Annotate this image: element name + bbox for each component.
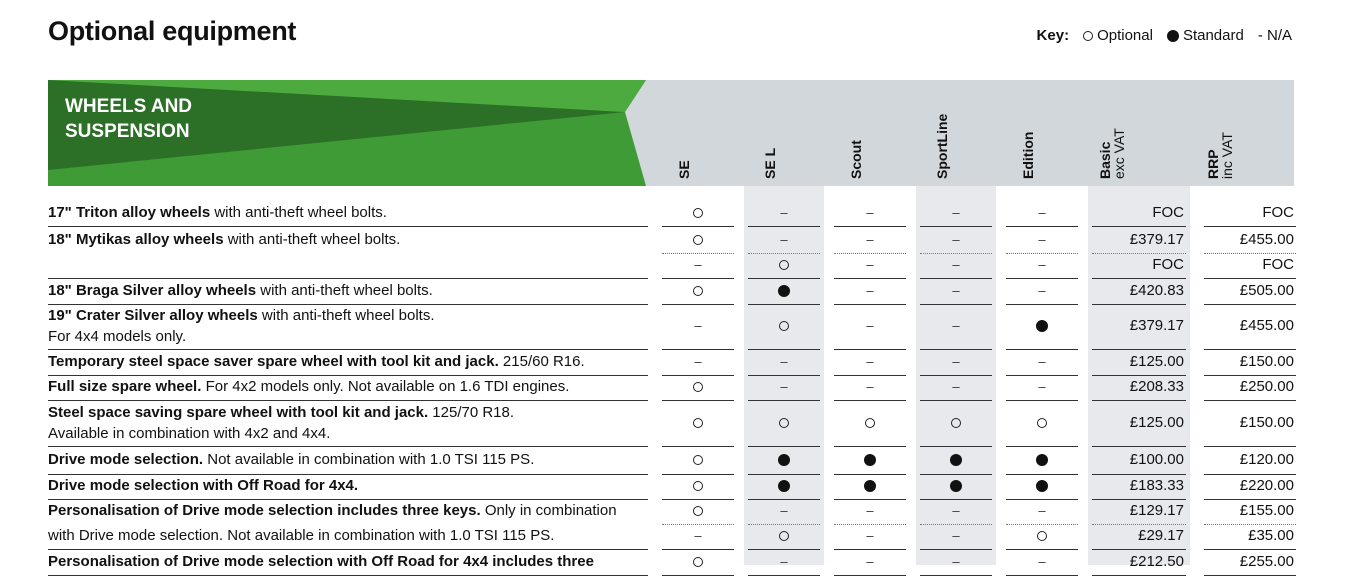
na-dash: – xyxy=(866,502,874,518)
standard-dot-icon xyxy=(1167,30,1179,42)
column-header xyxy=(1200,83,1295,179)
optional-circle-icon xyxy=(693,481,703,491)
availability-cell xyxy=(744,451,824,468)
table-row xyxy=(48,253,1294,278)
na-dash: – xyxy=(1038,353,1046,369)
price-basic: £379.17 xyxy=(1129,230,1184,248)
availability-cell xyxy=(744,553,824,570)
cell-divider xyxy=(920,226,992,227)
price-rrp: £455.00 xyxy=(1239,316,1294,334)
column-header-label xyxy=(1021,132,1035,179)
price-rrp: FOC xyxy=(1262,255,1294,273)
column-header-label xyxy=(1098,128,1126,179)
availability-cell xyxy=(916,231,996,248)
row-description xyxy=(48,551,658,572)
optional-circle-icon xyxy=(693,286,703,296)
availability-cell xyxy=(830,353,910,370)
standard-dot-icon xyxy=(778,454,790,466)
price-rrp: £255.00 xyxy=(1239,552,1294,570)
table-row xyxy=(48,499,1294,524)
row-feature-name: Steel space saving spare wheel with tool kit and jack. xyxy=(48,404,429,421)
availability-cell xyxy=(830,378,910,395)
na-dash: – xyxy=(952,378,960,394)
na-dash: – xyxy=(866,527,874,543)
row-feature-name: Personalisation of Drive mode selection with Off Road for 4x4 includes three xyxy=(48,553,594,570)
row-feature-name: 18" Braga Silver alloy wheels xyxy=(48,282,257,299)
row-description xyxy=(48,500,658,521)
optional-circle-icon xyxy=(1083,31,1093,41)
availability-cell xyxy=(1002,317,1082,334)
row-feature-detail: For 4x2 models only. Not available on 1.6 TDI engines. xyxy=(201,378,570,395)
row-feature-note: Available in combination with 4x2 and 4x4. xyxy=(48,425,331,442)
availability-cell xyxy=(1002,553,1082,570)
availability-cell xyxy=(830,204,910,221)
na-dash: – xyxy=(952,527,960,543)
price-basic: £29.17 xyxy=(1138,526,1184,544)
column-header-label xyxy=(763,148,777,179)
table-row xyxy=(48,524,1294,549)
column-header-label xyxy=(677,160,691,179)
na-dash: – xyxy=(694,527,702,543)
na-dash: – xyxy=(952,553,960,569)
column-header-main: SE L xyxy=(762,147,778,179)
price-basic: FOC xyxy=(1152,255,1184,273)
na-dash: – xyxy=(1038,204,1046,220)
availability-cell xyxy=(658,451,738,468)
availability-cell xyxy=(1002,204,1082,221)
optional-circle-icon xyxy=(693,506,703,516)
standard-dot-icon xyxy=(1036,480,1048,492)
na-dash: – xyxy=(694,317,702,333)
column-header-main: SportLine xyxy=(934,113,950,179)
row-feature-name: Drive mode selection with Off Road for 4x4. xyxy=(48,477,359,494)
availability-cell xyxy=(658,477,738,494)
na-dash: – xyxy=(1038,378,1046,394)
cell-divider xyxy=(1204,446,1296,447)
row-feature-detail: with Drive mode selection. Not available in combination with 1.0 TSI 115 PS. xyxy=(48,527,555,544)
price-rrp: £35.00 xyxy=(1248,526,1294,544)
na-dash: – xyxy=(780,502,788,518)
cell-divider xyxy=(662,446,734,447)
row-feature-detail: with anti-theft wheel bolts. xyxy=(223,231,401,248)
row-feature-detail: 125/70 R18. xyxy=(428,404,515,421)
availability-cell xyxy=(916,414,996,431)
table-row xyxy=(48,228,1294,253)
table-row xyxy=(48,448,1294,474)
availability-cell xyxy=(658,414,738,431)
table-row xyxy=(48,550,1294,575)
availability-cell xyxy=(658,204,738,221)
cell-divider xyxy=(920,446,992,447)
availability-cell xyxy=(1002,231,1082,248)
table-row xyxy=(48,350,1294,375)
table-row xyxy=(48,401,1294,446)
price-rrp: £505.00 xyxy=(1239,281,1294,299)
price-rrp: £220.00 xyxy=(1239,476,1294,494)
availability-cell xyxy=(1002,477,1082,494)
cell-divider xyxy=(1006,446,1078,447)
column-header-sub: exc VAT xyxy=(1111,128,1127,179)
column-header xyxy=(916,83,996,179)
optional-circle-icon xyxy=(865,418,875,428)
na-dash: – xyxy=(866,282,874,298)
legend-key xyxy=(1037,27,1292,44)
standard-dot-icon xyxy=(1036,320,1048,332)
key-standard xyxy=(1167,27,1244,44)
optional-circle-icon xyxy=(779,321,789,331)
row-description xyxy=(48,525,658,546)
column-header xyxy=(744,83,824,179)
column-header xyxy=(830,83,910,179)
availability-cell xyxy=(658,231,738,248)
optional-circle-icon xyxy=(1037,531,1047,541)
row-feature-name: Personalisation of Drive mode selection includes three keys. xyxy=(48,502,481,519)
availability-cell xyxy=(916,553,996,570)
availability-cell xyxy=(658,256,738,273)
column-header-main: Basic xyxy=(1097,141,1113,179)
row-divider xyxy=(48,446,648,447)
na-dash: – xyxy=(780,231,788,247)
availability-cell xyxy=(830,317,910,334)
key-optional-label: Optional xyxy=(1097,27,1153,44)
availability-cell xyxy=(916,527,996,544)
availability-cell xyxy=(916,282,996,299)
standard-dot-icon xyxy=(950,454,962,466)
availability-cell xyxy=(916,204,996,221)
table-row xyxy=(48,304,1294,349)
optional-circle-icon xyxy=(693,235,703,245)
column-header-main: Scout xyxy=(848,140,864,179)
na-dash: – xyxy=(1038,502,1046,518)
na-dash: – xyxy=(1038,256,1046,272)
price-rrp: £150.00 xyxy=(1239,413,1294,431)
table-row xyxy=(48,279,1294,304)
availability-cell xyxy=(744,317,824,334)
standard-dot-icon xyxy=(950,480,962,492)
cell-divider xyxy=(1092,446,1186,447)
availability-cell xyxy=(830,553,910,570)
na-dash: – xyxy=(866,256,874,272)
column-header xyxy=(1095,83,1185,179)
availability-cell xyxy=(830,256,910,273)
availability-cell xyxy=(658,527,738,544)
availability-cell xyxy=(830,502,910,519)
availability-cell xyxy=(830,477,910,494)
row-feature-detail: with anti-theft wheel bolts. xyxy=(256,282,433,299)
table-row xyxy=(48,474,1294,499)
na-dash: – xyxy=(952,256,960,272)
page-title: Optional equipment xyxy=(48,16,297,46)
availability-cell xyxy=(744,378,824,395)
price-basic: £125.00 xyxy=(1129,413,1184,431)
availability-cell xyxy=(744,256,824,273)
cell-divider xyxy=(1006,226,1078,227)
section-title-line1: WHEELS AND xyxy=(65,96,193,117)
availability-cell xyxy=(916,451,996,468)
availability-cell xyxy=(658,553,738,570)
optional-circle-icon xyxy=(693,208,703,218)
column-header-label xyxy=(935,114,949,179)
availability-cell xyxy=(658,317,738,334)
availability-cell xyxy=(830,414,910,431)
optional-circle-icon xyxy=(1037,418,1047,428)
row-divider xyxy=(48,226,648,227)
availability-cell xyxy=(658,378,738,395)
cell-divider xyxy=(748,446,820,447)
na-dash: – xyxy=(952,204,960,220)
na-dash: – xyxy=(866,231,874,247)
availability-cell xyxy=(1002,378,1082,395)
row-description xyxy=(48,475,658,496)
column-header-main: RRP xyxy=(1204,149,1221,179)
availability-cell xyxy=(658,502,738,519)
key-standard-label: Standard xyxy=(1182,27,1244,44)
price-basic: FOC xyxy=(1152,203,1184,221)
row-feature-detail: Not available in combination with 1.0 TSI 115 PS. xyxy=(203,451,535,468)
price-basic: £125.00 xyxy=(1129,352,1184,370)
na-dash: – xyxy=(1038,553,1046,569)
availability-cell xyxy=(1002,527,1082,544)
availability-cell xyxy=(1002,451,1082,468)
standard-dot-icon xyxy=(778,480,790,492)
availability-cell xyxy=(916,353,996,370)
optional-circle-icon xyxy=(779,531,789,541)
optional-circle-icon xyxy=(951,418,961,428)
row-description xyxy=(48,376,658,397)
row-feature-name: Temporary steel space saver spare wheel with tool kit and jack. xyxy=(48,353,499,370)
na-dash: – xyxy=(866,553,874,569)
na-dash: – xyxy=(780,378,788,394)
column-header xyxy=(1002,83,1082,179)
na-dash: – xyxy=(952,317,960,333)
optional-circle-icon xyxy=(693,455,703,465)
column-header-main: Edition xyxy=(1020,131,1036,179)
availability-cell xyxy=(744,502,824,519)
standard-dot-icon xyxy=(864,480,876,492)
na-dash: – xyxy=(866,353,874,369)
price-basic: £212.50 xyxy=(1129,552,1184,570)
availability-cell xyxy=(830,527,910,544)
column-header xyxy=(658,83,738,179)
column-header-main: SE xyxy=(676,160,692,179)
table-row xyxy=(48,375,1294,400)
availability-cell xyxy=(916,477,996,494)
na-dash: – xyxy=(866,378,874,394)
na-dash: – xyxy=(952,502,960,518)
price-rrp: £120.00 xyxy=(1239,451,1294,468)
standard-dot-icon xyxy=(1036,454,1048,466)
price-rrp: £250.00 xyxy=(1239,377,1294,395)
row-description xyxy=(48,229,658,250)
row-feature-name: 17" Triton alloy wheels xyxy=(48,204,211,221)
price-basic: £420.83 xyxy=(1129,281,1184,299)
availability-cell xyxy=(1002,414,1082,431)
row-feature-detail: 215/60 R16. xyxy=(498,353,585,370)
price-basic: £379.17 xyxy=(1129,316,1184,334)
row-feature-note: For 4x4 models only. xyxy=(48,328,187,345)
price-rrp: £455.00 xyxy=(1239,230,1294,248)
na-dash: – xyxy=(1038,282,1046,298)
availability-cell xyxy=(744,527,824,544)
availability-cell xyxy=(744,282,824,299)
availability-cell xyxy=(658,353,738,370)
availability-cell xyxy=(744,231,824,248)
section-title xyxy=(65,94,192,144)
na-dash: – xyxy=(780,353,788,369)
price-basic: £129.17 xyxy=(1129,501,1184,519)
na-dash: – xyxy=(780,553,788,569)
row-feature-detail: with anti-theft wheel bolts. xyxy=(257,307,435,324)
row-description xyxy=(48,351,658,372)
optional-circle-icon xyxy=(779,260,789,270)
price-basic: £100.00 xyxy=(1129,451,1184,468)
availability-cell xyxy=(916,317,996,334)
row-feature-name: Full size spare wheel. xyxy=(48,378,202,395)
optional-circle-icon xyxy=(693,382,703,392)
column-header-label xyxy=(1206,132,1234,179)
availability-cell xyxy=(1002,502,1082,519)
column-header-sub: inc VAT xyxy=(1218,132,1235,179)
availability-cell xyxy=(1002,256,1082,273)
availability-cell xyxy=(830,282,910,299)
availability-cell xyxy=(744,204,824,221)
standard-dot-icon xyxy=(864,454,876,466)
row-description xyxy=(48,202,658,223)
na-dash: – xyxy=(952,282,960,298)
key-na-label: - N/A xyxy=(1257,27,1292,44)
cell-divider xyxy=(834,226,906,227)
availability-cell xyxy=(916,378,996,395)
price-rrp: £155.00 xyxy=(1239,501,1294,519)
cell-divider xyxy=(834,446,906,447)
row-feature-detail: Only in combination xyxy=(480,502,617,519)
availability-cell xyxy=(916,256,996,273)
cell-divider xyxy=(662,226,734,227)
availability-cell xyxy=(1002,282,1082,299)
row-description xyxy=(48,280,658,301)
availability-cell xyxy=(830,231,910,248)
na-dash: – xyxy=(952,231,960,247)
standard-dot-icon xyxy=(778,285,790,297)
na-dash: – xyxy=(1038,231,1046,247)
na-dash: – xyxy=(866,204,874,220)
availability-cell xyxy=(744,414,824,431)
price-basic: £208.33 xyxy=(1129,377,1184,395)
key-na xyxy=(1258,27,1292,44)
availability-cell xyxy=(830,451,910,468)
row-feature-detail: with anti-theft wheel bolts. xyxy=(210,204,387,221)
key-optional xyxy=(1083,27,1153,44)
availability-cell xyxy=(1002,353,1082,370)
section-title-line2: SUSPENSION xyxy=(65,121,190,142)
availability-cell xyxy=(916,502,996,519)
row-description xyxy=(48,402,658,444)
cell-divider xyxy=(1092,226,1186,227)
price-rrp: £150.00 xyxy=(1239,352,1294,370)
cell-divider xyxy=(748,226,820,227)
availability-cell xyxy=(744,353,824,370)
availability-cell xyxy=(658,282,738,299)
na-dash: – xyxy=(952,353,960,369)
price-rrp: FOC xyxy=(1262,203,1294,221)
price-basic: £183.33 xyxy=(1129,476,1184,494)
row-feature-name: 19" Crater Silver alloy wheels xyxy=(48,307,258,324)
cell-divider xyxy=(1204,226,1296,227)
row-feature-name: 18" Mytikas alloy wheels xyxy=(48,231,224,248)
na-dash: – xyxy=(866,317,874,333)
optional-circle-icon xyxy=(693,418,703,428)
optional-circle-icon xyxy=(779,418,789,428)
row-feature-name: Drive mode selection. xyxy=(48,451,204,468)
na-dash: – xyxy=(780,204,788,220)
availability-cell xyxy=(744,477,824,494)
table-row xyxy=(48,201,1294,226)
na-dash: – xyxy=(694,353,702,369)
row-description xyxy=(48,305,658,347)
row-description xyxy=(48,449,658,470)
column-header-label xyxy=(849,140,863,179)
key-label: Key: xyxy=(1036,27,1070,44)
optional-circle-icon xyxy=(693,557,703,567)
na-dash: – xyxy=(694,256,702,272)
